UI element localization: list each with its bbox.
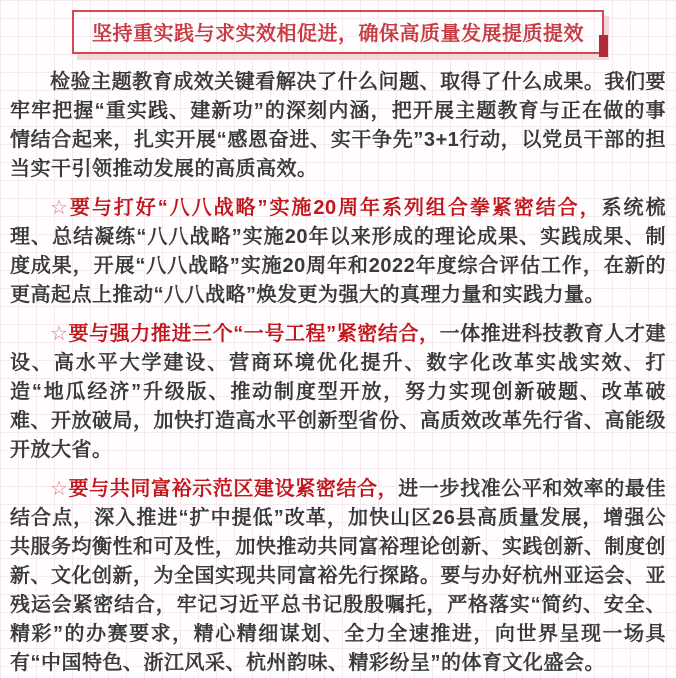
corner-bar-decoration bbox=[599, 35, 608, 57]
paragraph-lead: 要与强力推进三个“一号工程”紧密结合， bbox=[68, 323, 440, 345]
paragraph-body: 检验主题教育成效关键看解决了什么问题、取得了什么成果。我们要牢牢把握“重实践、建新功”的深刻内涵，把开展主题教育与正在做的事情结合起来，扎实开展“感恩奋进、实干争先”3+1行动，以党员干部的担当实干引领推动发展的高质高效。 bbox=[10, 71, 666, 180]
paragraph-body: 进一步找准公平和效率的最佳结合点，深入推进“扩中提低”改革，加快山区26县高质量发展，增强公共服务均衡性和可及性，加快推动共同富裕理论创新、实践创新、制度创新、文化创新，为全国实现共同富裕先行探路。要与办好杭州亚运会、亚残运会紧密结合，牢记习近平总书记殷殷嘱托，严格落实“简约、安全、精彩”的办赛要求，精心精细谋划、全力全速推进，向世界呈现一场具有“中国特色、浙江风采、杭州韵味、精彩纷呈”的体育文化盛会。 bbox=[10, 478, 667, 674]
paragraph bbox=[10, 320, 666, 465]
star-icon: ☆ bbox=[50, 478, 69, 500]
paragraph bbox=[10, 194, 666, 310]
paragraph-body: 一体推进科技教育人才建设、高水平大学建设、营商环境优化提升、数字化改革实战实效、打造“地瓜经济”升级版、推动制度型开放，努力实现创新破题、改革破难、开放破局，加快打造高水平创新型省份、高质效改革先行省、高能级开放大省。 bbox=[10, 323, 666, 461]
paragraph-lead: 要与共同富裕示范区建设紧密结合， bbox=[68, 478, 399, 500]
star-icon: ☆ bbox=[50, 323, 69, 345]
paragraph bbox=[10, 68, 666, 184]
paragraph bbox=[10, 475, 666, 678]
paragraph-lead: 要与打好“八八战略”实施20周年系列组合拳紧密结合， bbox=[69, 197, 602, 219]
paragraph-body: 系统梳理、总结凝练“八八战略”实施20年以来形成的理论成果、实践成果、制度成果，开展“八八战略”实施20周年和2022年度综合评估工作，在新的更高起点上推动“八八战略”焕发更为强大的真理力量和实践力量。 bbox=[10, 197, 666, 306]
page-title: 坚持重实践与求实效相促进，确保高质量发展提质提效 bbox=[92, 23, 584, 45]
document-body bbox=[10, 68, 666, 678]
title-box bbox=[72, 10, 604, 54]
star-icon: ☆ bbox=[50, 197, 70, 219]
